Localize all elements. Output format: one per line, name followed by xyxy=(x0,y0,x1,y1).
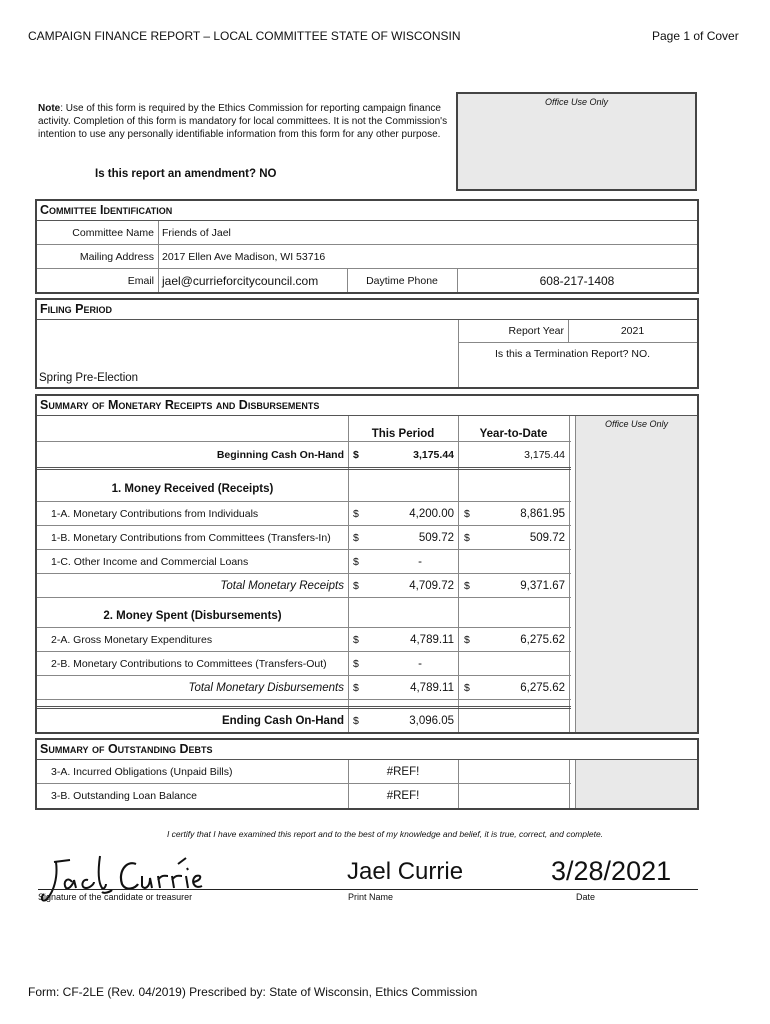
row-1b-label: 1-B. Monetary Contributions from Committees (Transfers-In) xyxy=(51,531,331,544)
total-disbursements-row xyxy=(37,676,571,700)
committee-section-title: Committee Identification xyxy=(37,201,697,221)
row-1a xyxy=(37,502,571,526)
row-1b-period[interactable]: 509.72 xyxy=(418,531,454,544)
total-disbursements-label: Total Monetary Disbursements xyxy=(188,681,344,694)
total-receipts-ytd[interactable]: 9,371.67 xyxy=(520,579,565,592)
money-received-title: 1. Money Received (Receipts) xyxy=(111,482,274,495)
date-label: Date xyxy=(576,892,596,902)
summary-office-use-label: Office Use Only xyxy=(604,419,669,429)
office-use-box xyxy=(456,92,697,191)
beginning-cash-row xyxy=(37,442,571,470)
beginning-cash-period[interactable]: 3,175.44 xyxy=(413,448,454,461)
outstanding-debts-section xyxy=(35,738,699,810)
row-2b-period[interactable]: - xyxy=(418,657,422,670)
summary-office-use-box xyxy=(575,416,697,732)
currency-sign: $ xyxy=(353,714,359,727)
money-spent-title: 2. Money Spent (Disbursements) xyxy=(103,609,282,622)
currency-sign: $ xyxy=(464,507,470,520)
page-indicator: Page 1 of Cover xyxy=(652,29,739,43)
committee-name-field[interactable]: Friends of Jael xyxy=(162,226,231,239)
row-1a-label: 1-A. Monetary Contributions from Individuals xyxy=(51,507,259,520)
committee-identification-section xyxy=(35,199,699,294)
row-2a-ytd[interactable]: 6,275.62 xyxy=(520,633,565,646)
row-2a-label: 2-A. Gross Monetary Expenditures xyxy=(51,633,213,646)
report-year-label: Report Year xyxy=(508,325,564,337)
total-disbursements-ytd[interactable]: 6,275.62 xyxy=(520,681,565,694)
debts-office-use-box xyxy=(575,760,697,808)
row-3b-label: 3-B. Outstanding Loan Balance xyxy=(51,790,197,802)
signature-label: Signature of the candidate or treasurer xyxy=(38,892,193,902)
currency-sign: $ xyxy=(353,448,359,461)
note-text: : Use of this form is required by the Ethics Commission for reporting campaign finance activity. Completion of this form is mandatory for local committees. It is not the Commission's intention to use any personally identifiable information from this form for any other purpose. xyxy=(38,103,448,140)
filing-period-section xyxy=(35,298,699,389)
row-1c-label: 1-C. Other Income and Commercial Loans xyxy=(51,555,249,568)
filing-section-title: Filing Period xyxy=(37,300,697,320)
filing-period-value[interactable]: Spring Pre-Election xyxy=(39,371,139,384)
currency-sign: $ xyxy=(353,507,359,520)
row-3b-value[interactable]: #REF! xyxy=(386,790,420,802)
row-3a-label: 3-A. Incurred Obligations (Unpaid Bills) xyxy=(51,765,233,778)
money-spent-header xyxy=(37,604,571,628)
row-1a-ytd[interactable]: 8,861.95 xyxy=(520,507,565,520)
currency-sign: $ xyxy=(464,633,470,646)
total-disbursements-period[interactable]: 4,789.11 xyxy=(410,681,454,694)
row-1a-period[interactable]: 4,200.00 xyxy=(409,507,454,520)
report-year-field[interactable]: 2021 xyxy=(620,325,645,337)
col-year-to-date: Year-to-Date xyxy=(479,427,548,440)
signature-date-value[interactable]: 3/28/2021 xyxy=(551,856,672,886)
total-receipts-period[interactable]: 4,709.72 xyxy=(409,579,454,592)
currency-sign: $ xyxy=(353,531,359,544)
currency-sign: $ xyxy=(353,657,359,670)
currency-sign: $ xyxy=(464,681,470,694)
row-3b xyxy=(37,784,571,808)
form-title: CAMPAIGN FINANCE REPORT – LOCAL COMMITTEE STATE OF WISCONSIN xyxy=(28,29,461,43)
email-label: Email xyxy=(127,274,154,287)
col-this-period: This Period xyxy=(371,427,435,440)
mailing-address-label: Mailing Address xyxy=(79,250,154,263)
row-2b xyxy=(37,652,571,676)
email-field[interactable]: jael@currieforcitycouncil.com xyxy=(162,273,319,288)
print-name-label: Print Name xyxy=(348,892,394,902)
currency-sign: $ xyxy=(353,681,359,694)
beginning-cash-label: Beginning Cash On-Hand xyxy=(216,448,344,461)
summary-section-title: Summary of Monetary Receipts and Disbursements xyxy=(37,396,697,416)
row-1c-period[interactable]: - xyxy=(418,555,422,568)
currency-sign: $ xyxy=(464,579,470,592)
summary-column-headers xyxy=(37,416,571,442)
currency-sign: $ xyxy=(353,579,359,592)
ending-cash-period[interactable]: 3,096.05 xyxy=(409,714,454,727)
row-2a-period[interactable]: 4,789.11 xyxy=(410,633,454,646)
committee-name-label: Committee Name xyxy=(72,226,154,239)
office-use-label: Office Use Only xyxy=(544,97,609,107)
ending-cash-label: Ending Cash On-Hand xyxy=(221,714,344,727)
currency-sign: $ xyxy=(353,633,359,646)
mailing-address-row xyxy=(37,245,697,269)
ending-cash-row xyxy=(37,706,571,732)
row-2b-label: 2-B. Monetary Contributions to Committees (Transfers-Out) xyxy=(51,657,327,670)
form-footer: Form: CF-2LE (Rev. 04/2019) Prescribed by: State of Wisconsin, Ethics Commission xyxy=(28,985,478,999)
debts-section-title: Summary of Outstanding Debts xyxy=(37,740,697,760)
signature-line xyxy=(38,889,698,890)
row-3a-value[interactable]: #REF! xyxy=(386,765,420,778)
currency-sign: $ xyxy=(353,555,359,568)
monetary-summary-section xyxy=(35,394,699,734)
phone-label: Daytime Phone xyxy=(366,274,438,287)
total-receipts-row xyxy=(37,574,571,598)
contact-row xyxy=(37,269,697,292)
committee-name-row xyxy=(37,221,697,245)
currency-sign: $ xyxy=(464,531,470,544)
beginning-cash-ytd[interactable]: 3,175.44 xyxy=(524,448,565,461)
privacy-note xyxy=(38,102,448,141)
money-received-header xyxy=(37,476,571,502)
row-1b-ytd[interactable]: 509.72 xyxy=(529,531,565,544)
row-3a xyxy=(37,760,571,784)
report-year-row xyxy=(458,320,697,343)
termination-status: Is this a Termination Report? NO. xyxy=(495,348,651,360)
total-receipts-label: Total Monetary Receipts xyxy=(220,579,344,592)
row-1c xyxy=(37,550,571,574)
note-label: Note xyxy=(38,103,61,114)
certification-statement: I certify that I have examined this report and to the best of my knowledge and belief, it is true, correct, and complete. xyxy=(166,829,604,839)
print-name-value[interactable]: Jael Currie xyxy=(347,858,464,885)
row-2a xyxy=(37,628,571,652)
amendment-status: Is this report an amendment? NO xyxy=(95,168,277,180)
mailing-address-field[interactable]: 2017 Ellen Ave Madison, WI 53716 xyxy=(162,250,326,263)
phone-field[interactable]: 608-217-1408 xyxy=(539,273,615,288)
row-1b xyxy=(37,526,571,550)
